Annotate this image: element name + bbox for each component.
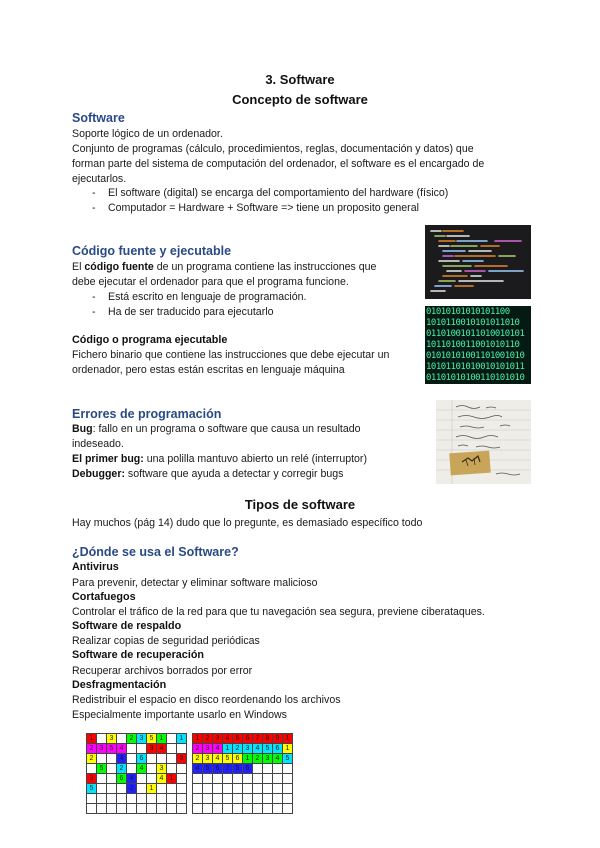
disk-block: 5 xyxy=(283,754,293,764)
disk-block: 7 xyxy=(253,734,263,744)
disk-block: 4 xyxy=(127,774,137,784)
disk-block xyxy=(107,804,117,814)
disk-block: 2 xyxy=(127,734,137,744)
disk-block: 2 xyxy=(203,734,213,744)
page-subtitle: Concepto de software xyxy=(232,92,368,107)
logbook-illustration xyxy=(436,400,531,484)
disk-block xyxy=(107,774,117,784)
disk-block: 1 xyxy=(147,784,157,794)
disk-block xyxy=(233,784,243,794)
disk-block xyxy=(147,794,157,804)
disk-block xyxy=(137,784,147,794)
codigo-bullet-1: - Está escrito en lenguaje de programación. xyxy=(92,291,307,303)
disk-block xyxy=(177,774,187,784)
disk-block: 4 xyxy=(157,774,167,784)
disk-block xyxy=(193,804,203,814)
disk-block: 3 xyxy=(243,744,253,754)
recuperacion-desc: Recuperar archivos borrados por error xyxy=(72,665,253,677)
disk-block xyxy=(273,804,283,814)
disk-block xyxy=(283,774,293,784)
disk-block xyxy=(107,764,117,774)
disk-block xyxy=(117,734,127,744)
disk-block: 6 xyxy=(233,754,243,764)
disk-block xyxy=(273,764,283,774)
codigo-heading: Código fuente y ejecutable xyxy=(72,244,232,258)
respaldo-title: Software de respaldo xyxy=(72,620,182,632)
binary-line: 1010110010101011010 xyxy=(426,318,520,328)
disk-block xyxy=(97,804,107,814)
disk-block xyxy=(233,774,243,784)
disk-block xyxy=(253,794,263,804)
disk-block xyxy=(263,774,273,784)
codigo-intro-2: debe ejecutar el ordenador para que el programa funcione. xyxy=(72,276,349,288)
disk-block xyxy=(203,794,213,804)
software-heading: Software xyxy=(72,111,125,125)
disk-block: 5 xyxy=(147,734,157,744)
disk-block: 9 xyxy=(273,734,283,744)
bug-definition-2: indeseado. xyxy=(72,438,124,450)
disk-block xyxy=(193,784,203,794)
disk-block xyxy=(117,784,127,794)
disk-block xyxy=(223,804,233,814)
antivirus-title: Antivirus xyxy=(72,561,119,573)
disk-block: 4 xyxy=(213,754,223,764)
disk-block: 3 xyxy=(203,744,213,754)
disk-block: 6 xyxy=(243,764,253,774)
disk-block xyxy=(147,754,157,764)
disk-block xyxy=(177,784,187,794)
chapter-title: 3. Software xyxy=(265,72,335,87)
debugger-definition: Debugger: software que ayuda a detectar y corregir bugs xyxy=(72,468,344,480)
disk-block: 4 xyxy=(213,744,223,754)
disk-block xyxy=(273,784,283,794)
disk-block xyxy=(167,804,177,814)
errores-heading: Errores de programación xyxy=(72,407,222,421)
disk-block: 2 xyxy=(233,744,243,754)
disk-block: 6 xyxy=(117,774,127,784)
binary-line: 10101101010010101011 xyxy=(426,362,525,372)
disk-block xyxy=(283,764,293,774)
tipos-heading: Tipos de software xyxy=(244,497,356,512)
disk-block xyxy=(193,794,203,804)
ejecutable-line-2: ordenador, pero estas están escritas en lenguaje máquina xyxy=(72,364,345,376)
disk-block: 1 xyxy=(283,734,293,744)
disk-block xyxy=(127,764,137,774)
disk-block xyxy=(97,734,107,744)
disk-block: 4 xyxy=(137,764,147,774)
disk-block xyxy=(87,764,97,774)
disk-block xyxy=(213,774,223,784)
disk-block xyxy=(157,784,167,794)
disk-block xyxy=(157,794,167,804)
disk-block xyxy=(233,804,243,814)
disk-block xyxy=(243,804,253,814)
disk-block xyxy=(273,794,283,804)
disk-block: 2 xyxy=(117,764,127,774)
disk-block: 5 xyxy=(203,764,213,774)
disk-block xyxy=(117,794,127,804)
fragmented-disk-grid xyxy=(86,733,187,814)
disk-block xyxy=(127,794,137,804)
disk-block xyxy=(263,784,273,794)
disk-block: 2 xyxy=(127,784,137,794)
disk-block: 5 xyxy=(87,784,97,794)
binary-text xyxy=(425,306,531,384)
first-bug: El primer bug: una polilla mantuvo abierto un relé (interruptor) xyxy=(72,453,367,465)
disk-block: 2 xyxy=(87,754,97,764)
software-line-4: ejecutarlos. xyxy=(72,173,127,185)
source-code-illustration xyxy=(425,225,531,299)
disk-block xyxy=(107,784,117,794)
disk-block xyxy=(243,774,253,784)
disk-block xyxy=(263,794,273,804)
disk-block xyxy=(213,794,223,804)
disk-block xyxy=(147,804,157,814)
disk-block xyxy=(213,804,223,814)
desfragmentacion-title: Desfragmentación xyxy=(72,679,167,691)
ejecutable-heading: Código o programa ejecutable xyxy=(72,334,228,346)
disk-block xyxy=(137,804,147,814)
first-bug-logbook-image xyxy=(436,400,531,484)
disk-block xyxy=(177,764,187,774)
disk-block: 2 xyxy=(193,754,203,764)
disk-block xyxy=(243,784,253,794)
disk-block xyxy=(127,754,137,764)
disk-block: 3 xyxy=(87,774,97,784)
disk-block: 5 xyxy=(233,734,243,744)
disk-block xyxy=(203,784,213,794)
software-bullet-2: - Computador = Hardware + Software => tiene un proposito general xyxy=(92,202,419,214)
disk-block xyxy=(137,744,147,754)
disk-block: 6 xyxy=(243,734,253,744)
disk-block: 1 xyxy=(223,744,233,754)
disk-block xyxy=(157,754,167,764)
disk-block xyxy=(87,804,97,814)
disk-block: 3 xyxy=(213,734,223,744)
disk-block xyxy=(193,774,203,784)
disk-block: 2 xyxy=(87,744,97,754)
disk-block: 6 xyxy=(273,744,283,754)
disk-block: 7 xyxy=(223,764,233,774)
disk-block: 1 xyxy=(167,774,177,784)
disk-block xyxy=(107,794,117,804)
disk-block xyxy=(177,804,187,814)
disk-block xyxy=(177,794,187,804)
disk-block xyxy=(97,784,107,794)
antivirus-desc: Para prevenir, detectar y eliminar software malicioso xyxy=(72,577,318,589)
disk-block xyxy=(137,774,147,784)
disk-block xyxy=(167,794,177,804)
disk-block xyxy=(147,774,157,784)
software-bullet-1: - El software (digital) se encarga del comportamiento del hardware (físico) xyxy=(92,187,449,199)
defragmented-disk-grid xyxy=(192,733,293,814)
disk-block xyxy=(223,784,233,794)
windows-note: Especialmente importante usarlo en Windows xyxy=(72,709,287,721)
disk-block xyxy=(167,744,177,754)
disk-block: 1 xyxy=(87,734,97,744)
disk-block: 5 xyxy=(107,744,117,754)
codigo-bullet-2: - Ha de ser traducido para ejecutarlo xyxy=(92,306,274,318)
recuperacion-title: Software de recuperación xyxy=(72,649,205,661)
disk-block: 3 xyxy=(157,764,167,774)
bug-definition: Bug: fallo en un programa o software que causa un resultado xyxy=(72,423,361,435)
source-code-image xyxy=(425,225,531,299)
disk-block xyxy=(87,794,97,804)
disk-block xyxy=(223,774,233,784)
software-line-1: Soporte lógico de un ordenador. xyxy=(72,128,223,140)
disk-block xyxy=(253,804,263,814)
disk-block xyxy=(127,804,137,814)
disk-block xyxy=(243,794,253,804)
disk-block xyxy=(137,794,147,804)
disk-block xyxy=(167,784,177,794)
disk-block xyxy=(97,794,107,804)
disk-block: 1 xyxy=(193,734,203,744)
disk-block: 2 xyxy=(253,754,263,764)
disk-block: 1 xyxy=(177,734,187,744)
disk-block: 4 xyxy=(117,754,127,764)
ejecutable-line-1: Fichero binario que contiene las instrucciones que debe ejecutar un xyxy=(72,349,390,361)
disk-block: 5 xyxy=(223,754,233,764)
disk-block: 5 xyxy=(263,744,273,754)
disk-block: 4 xyxy=(157,744,167,754)
disk-block: 4 xyxy=(273,754,283,764)
disk-block: 4 xyxy=(223,734,233,744)
codigo-intro: El código fuente de un programa contiene las instrucciones que xyxy=(72,261,377,273)
disk-block: 6 xyxy=(213,764,223,774)
desfragmentacion-desc: Redistribuir el espacio en disco reordenando los archivos xyxy=(72,694,341,706)
disk-block xyxy=(167,764,177,774)
disk-block xyxy=(97,754,107,764)
disk-block: 1 xyxy=(243,754,253,764)
disk-block: 4 xyxy=(193,764,203,774)
disk-block xyxy=(263,804,273,814)
disk-block: 3 xyxy=(147,744,157,754)
disk-block: 3 xyxy=(137,734,147,744)
disk-block xyxy=(177,744,187,754)
binary-line: 01101010100110101010 xyxy=(426,373,525,383)
disk-block xyxy=(167,754,177,764)
disk-block xyxy=(147,764,157,774)
disk-block: 3 xyxy=(203,754,213,764)
disk-block: 1 xyxy=(157,734,167,744)
software-line-3: forman parte del sistema de computación del ordenador, el software es el encargado de xyxy=(72,158,485,170)
disk-block xyxy=(167,734,177,744)
disk-block: 6 xyxy=(137,754,147,764)
disk-block xyxy=(253,774,263,784)
binary-line: 01101001011010010101 xyxy=(426,329,525,339)
binary-code-image xyxy=(425,306,531,384)
binary-line: 01010101001101001010 xyxy=(426,351,525,361)
disk-block xyxy=(253,764,263,774)
disk-block xyxy=(213,784,223,794)
cortafuegos-desc: Controlar el tráfico de la red para que tu navegación sea segura, previene ciberataques. xyxy=(72,606,485,618)
disk-block xyxy=(283,794,293,804)
disk-block: 3 xyxy=(97,744,107,754)
disk-block xyxy=(273,774,283,784)
disk-block xyxy=(263,764,273,774)
disk-block xyxy=(203,774,213,784)
binary-line: 1011010011001010110 xyxy=(426,340,520,350)
disk-block xyxy=(203,804,213,814)
disk-block xyxy=(223,794,233,804)
disk-block xyxy=(283,804,293,814)
disk-block xyxy=(233,794,243,804)
disk-block: 5 xyxy=(97,764,107,774)
disk-block: 5 xyxy=(233,764,243,774)
disk-block: 8 xyxy=(263,734,273,744)
disk-block xyxy=(97,774,107,784)
donde-heading: ¿Dónde se usa el Software? xyxy=(72,545,239,559)
disk-block xyxy=(117,804,127,814)
disk-block: 1 xyxy=(283,744,293,754)
disk-block: 3 xyxy=(107,734,117,744)
disk-block: 5 xyxy=(177,754,187,764)
cortafuegos-title: Cortafuegos xyxy=(72,591,136,603)
software-line-2: Conjunto de programas (cálculo, procedimientos, reglas, documentación y datos) que xyxy=(72,143,474,155)
disk-block: 2 xyxy=(193,744,203,754)
disk-block xyxy=(157,804,167,814)
disk-block xyxy=(107,754,117,764)
disk-block: 4 xyxy=(253,744,263,754)
respaldo-desc: Realizar copias de seguridad periódicas xyxy=(72,635,260,647)
binary-line: 01010101010101100 xyxy=(426,307,510,317)
disk-block: 4 xyxy=(117,744,127,754)
tipos-text: Hay muchos (pág 14) dudo que lo pregunte, es demasiado específico todo xyxy=(72,517,423,529)
disk-block xyxy=(127,744,137,754)
disk-block xyxy=(253,784,263,794)
disk-block: 3 xyxy=(263,754,273,764)
disk-block xyxy=(283,784,293,794)
